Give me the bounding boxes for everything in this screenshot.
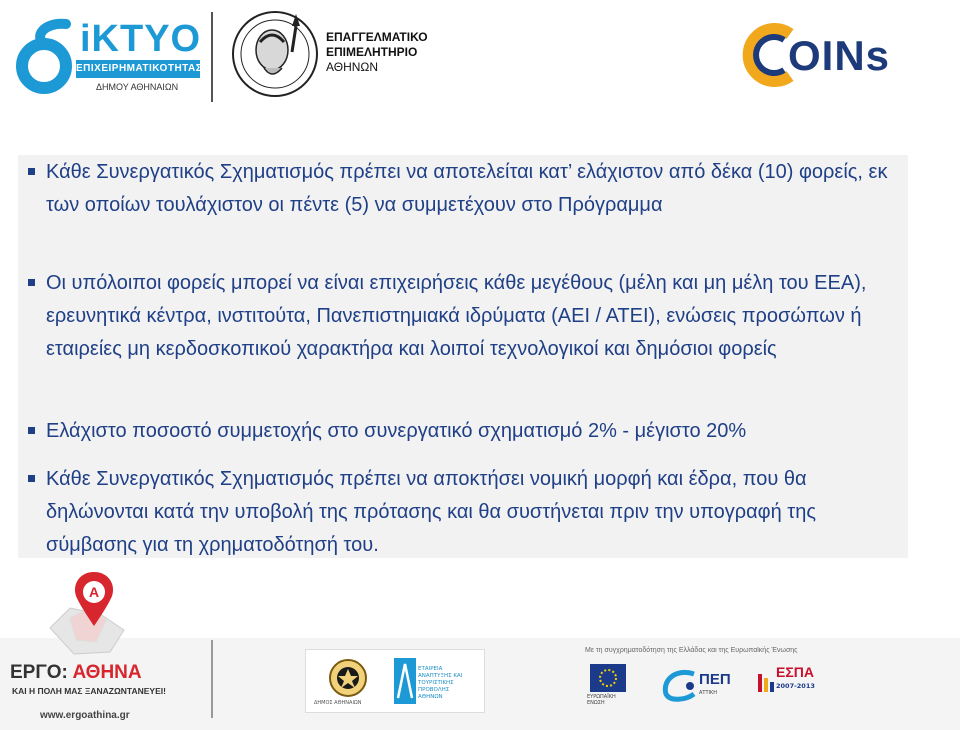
- chamber-line3: ΑΘΗΝΩΝ: [326, 60, 379, 74]
- espa-years: 2007-2013: [776, 682, 815, 690]
- bullet-item: [46, 267, 890, 366]
- diktyo-wordmark: iKTYO: [80, 18, 202, 60]
- header-divider: [211, 12, 213, 102]
- ergo-title: [10, 662, 142, 684]
- diktyo-delta-icon: [14, 16, 78, 96]
- bullet-text: Κάθε Συνεργατικός Σχηματισμός πρέπει να αποτελείται κατ’ ελάχιστον από δέκα (10) φορείς, εκ των οποίων τουλάχιστον οι πέντε (5) να συμμετέχουν στο Πρόγραμμα: [46, 161, 888, 216]
- map-pin-icon: [40, 568, 136, 660]
- square-bullet-icon: [28, 475, 35, 482]
- bullet-text: Κάθε Συνεργατικός Σχηματισμός πρέπει να αποκτήσει νομική μορφή και έδρα, που θα δηλώνονται κατά την υποβολή της πρότασης και θα συστήνεται πριν την υπογραφή της σύμβασης για τη χρηματοδότησή του.: [46, 468, 816, 556]
- chamber-line2: ΕΠΙΜΕΛΗΤΗΡΙΟ: [326, 45, 418, 59]
- espa-label: ΕΣΠΑ: [776, 664, 814, 680]
- athina-caption: ΕΤΑΙΡΕΙΑ ΑΝΑΠΤΥΞΗΣ ΚΑΙ ΤΟΥΡΙΣΤΙΚΗΣ ΠΡΟΒΟΛΗΣ ΑΘΗΝΩΝ: [418, 666, 463, 700]
- bullet-text: Ελάχιστο ποσοστό συμμετοχής στο συνεργατικό σχηματισμό 2% - μέγιστο 20%: [46, 420, 747, 442]
- eu-flag-icon: [590, 664, 626, 692]
- square-bullet-icon: [28, 279, 35, 286]
- partner-logos: [305, 649, 485, 713]
- prometheus-emblem-icon: [230, 6, 320, 102]
- square-bullet-icon: [28, 168, 35, 175]
- content-panel: [18, 155, 908, 558]
- cofinancing-text: Με τη συγχρηματοδότηση της Ελλάδας και της Ευρωπαϊκής Ένωσης: [585, 647, 798, 654]
- bullet-item: [46, 415, 890, 448]
- coins-logo: [738, 20, 948, 90]
- diktyo-logo: [14, 16, 203, 96]
- eu-caption: ΕΥΡΩΠΑΪΚΗ ΕΝΩΣΗ: [587, 694, 616, 706]
- pep-caption: ΑΤΤΙΚΗ: [699, 690, 718, 696]
- ergo-title-prefix: ΕΡΓΟ:: [10, 662, 68, 683]
- diktyo-bar-text: ΕΠΙΧΕΙΡΗΜΑΤΙΚΟΤΗΤΑΣ: [76, 60, 200, 78]
- pep-label: ΠΕΠ: [699, 671, 731, 688]
- square-bullet-icon: [28, 427, 35, 434]
- chamber-name: [326, 30, 428, 75]
- svg-text:Α: Α: [88, 584, 100, 600]
- athens-municipality-emblem-icon: [328, 656, 368, 700]
- footer-divider: [211, 640, 213, 718]
- ergo-subtitle: ΚΑΙ Η ΠΟΛΗ ΜΑΣ ΞΑΝΑΖΩΝΤΑΝΕΥΕΙ!: [12, 686, 166, 696]
- espa-logo-icon: [758, 670, 774, 694]
- ergo-title-main: ΑΘΗΝΑ: [72, 662, 142, 683]
- bullet-item: [46, 156, 890, 222]
- ergo-url-link[interactable]: www.ergoathina.gr: [40, 710, 130, 721]
- bullet-text: Οι υπόλοιποι φορείς μπορεί να είναι επιχειρήσεις κάθε μεγέθους (μέλη και μη μέλη του ΕΕΑ), ερευνητικά κέντρα, ινστιτούτα, Πανεπιστημιακά ιδρύματα (ΑΕΙ / ΑΤΕΙ), ενώσεις προσώπων ή εταιρείες μη κερδοσκοπικού χαρακτήρα και λοιποί τεχνολογικοί και δημόσιοι φορείς: [46, 272, 867, 360]
- coins-wordmark: OINs: [788, 32, 891, 79]
- chamber-line1: ΕΠΑΓΓΕΛΜΑΤΙΚΟ: [326, 30, 428, 44]
- athina-logo-icon: [394, 658, 416, 704]
- pep-swoosh-icon: [660, 668, 700, 702]
- bullet-item: [46, 463, 890, 562]
- emblem-caption: ΔΗΜΟΣ ΑΘΗΝΑΙΩΝ: [314, 700, 362, 706]
- diktyo-subtitle: ΔΗΜΟΥ ΑΘΗΝΑΙΩΝ: [96, 82, 179, 92]
